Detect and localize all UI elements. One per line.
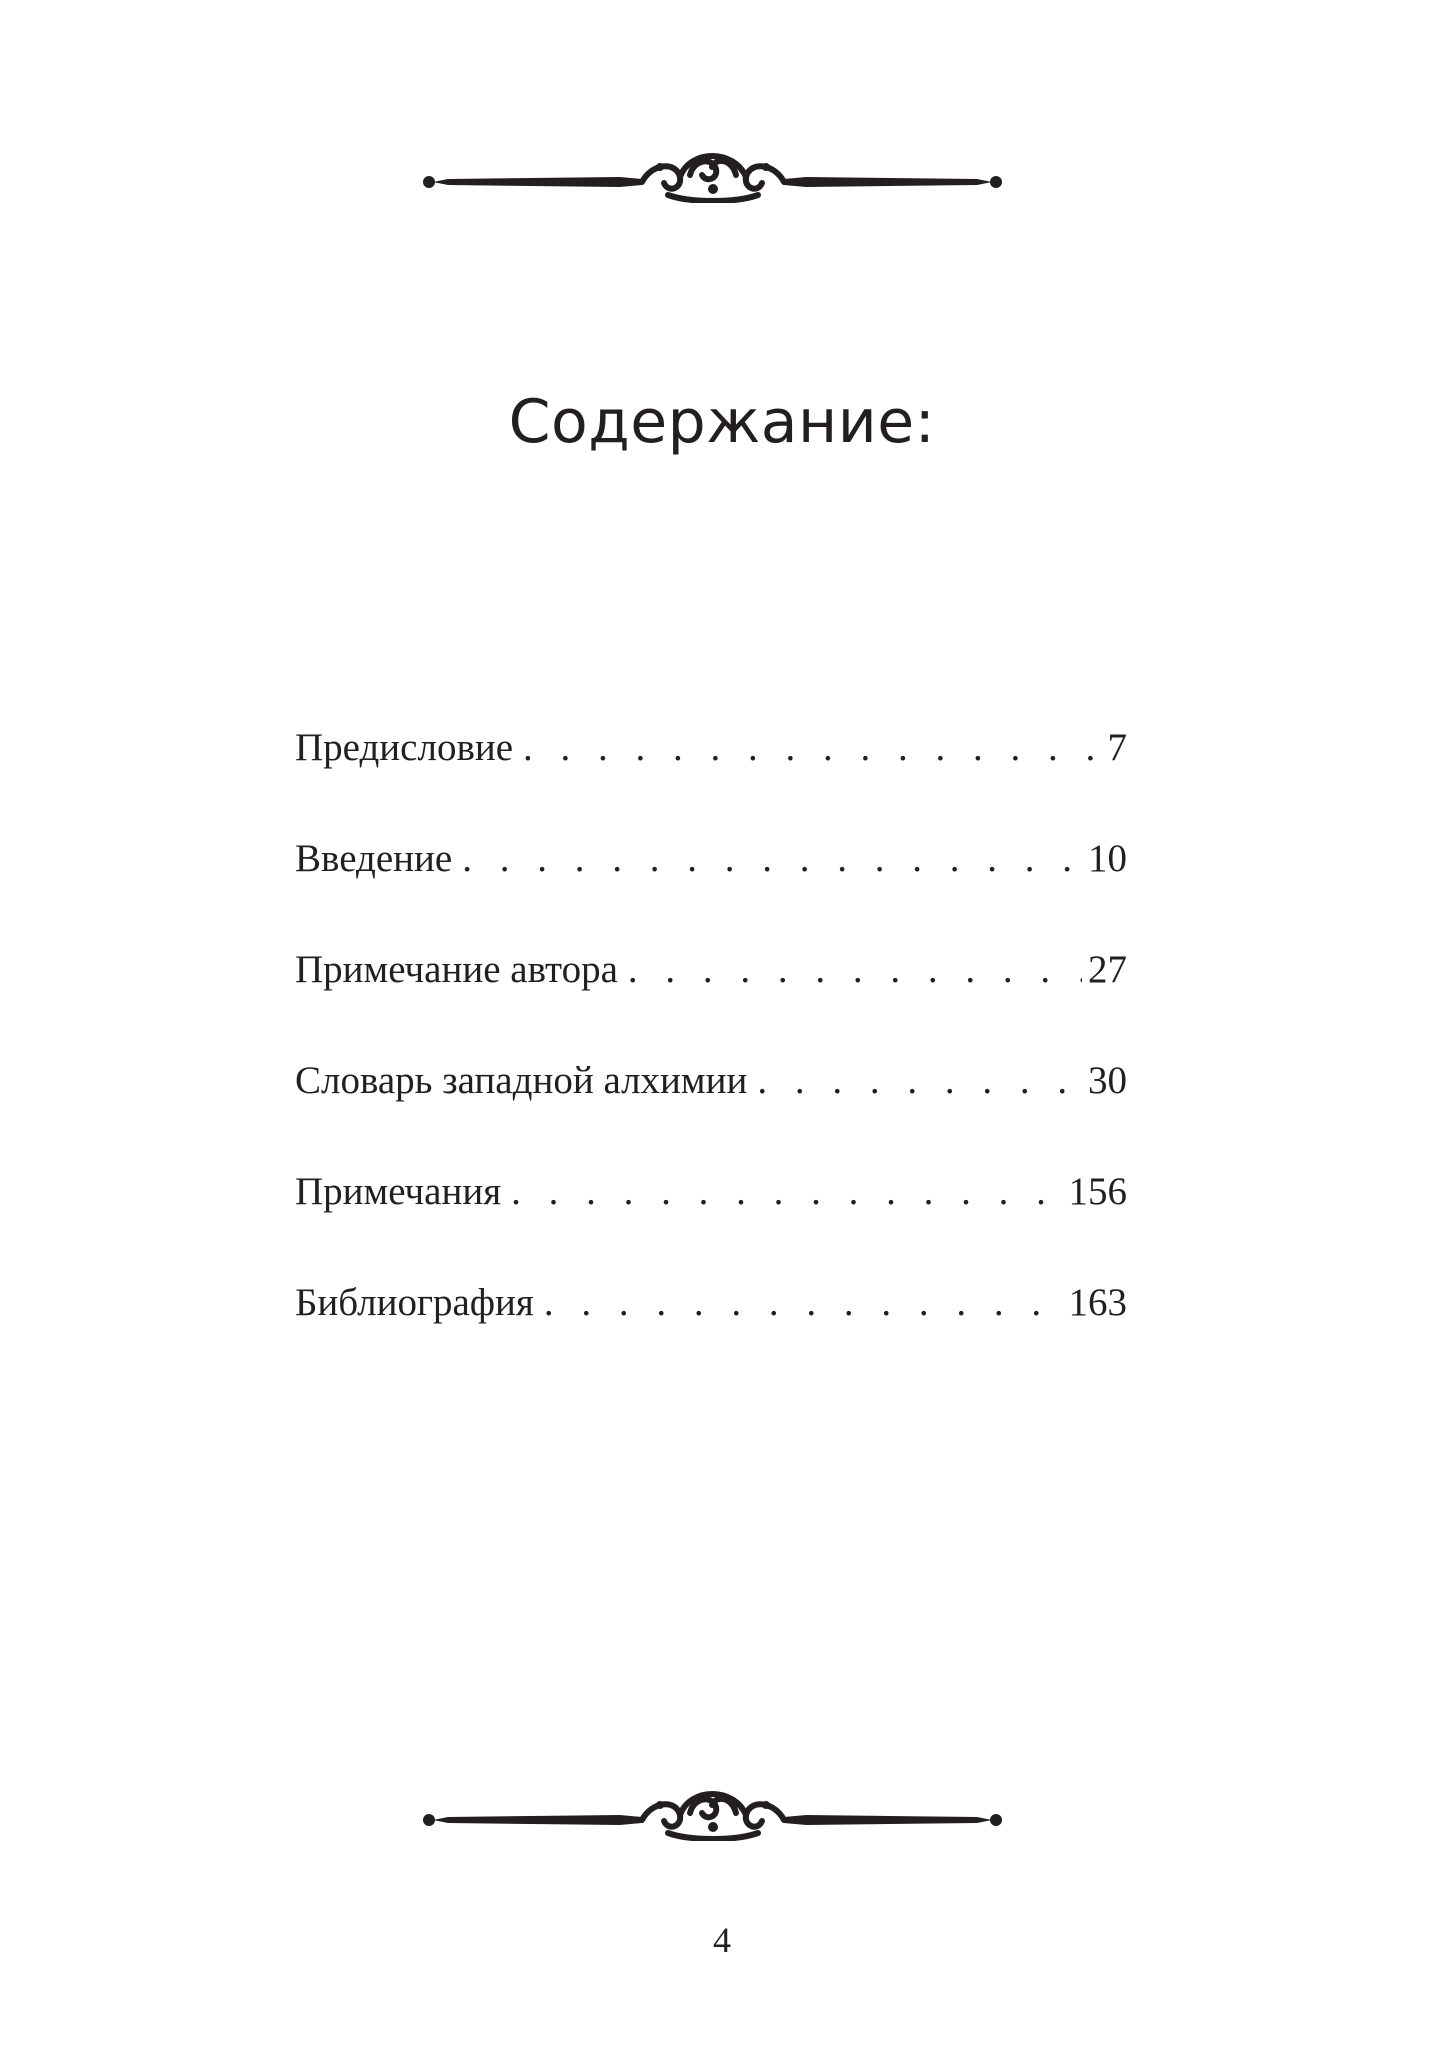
toc-entry-introduction[interactable] bbox=[295, 829, 1127, 940]
flourish-divider-icon bbox=[0, 1781, 1444, 1841]
table-of-contents bbox=[295, 718, 1127, 1384]
toc-entry-label: Примечания bbox=[295, 1170, 502, 1213]
flourish-divider-icon bbox=[0, 143, 1444, 203]
toc-entry-label: Словарь западной алхимии bbox=[295, 1059, 748, 1102]
toc-entry-page: 163 bbox=[1068, 1281, 1127, 1324]
toc-entry-dictionary[interactable] bbox=[295, 1051, 1127, 1162]
toc-entry-label: Введение bbox=[295, 837, 453, 880]
dot-leader bbox=[462, 829, 1082, 889]
dot-leader bbox=[757, 1051, 1082, 1111]
dot-leader bbox=[523, 718, 1101, 778]
toc-entry-page: 156 bbox=[1068, 1170, 1127, 1213]
toc-entry-label: Библиография bbox=[295, 1281, 534, 1324]
dot-leader bbox=[511, 1162, 1062, 1222]
page-title: Содержание: bbox=[508, 387, 936, 458]
toc-entry-bibliography[interactable] bbox=[295, 1273, 1127, 1384]
toc-entry-label: Предисловие bbox=[295, 726, 514, 769]
toc-entry-label: Примечание автора bbox=[295, 948, 618, 991]
toc-entry-page: 7 bbox=[1107, 726, 1127, 769]
page-number: 4 bbox=[713, 1920, 731, 1960]
dot-leader bbox=[544, 1273, 1063, 1333]
toc-entry-page: 27 bbox=[1088, 948, 1127, 991]
toc-entry-preface[interactable] bbox=[295, 718, 1127, 829]
toc-entry-notes[interactable] bbox=[295, 1162, 1127, 1273]
toc-entry-author-note[interactable] bbox=[295, 940, 1127, 1051]
toc-entry-page: 10 bbox=[1088, 837, 1127, 880]
toc-entry-page: 30 bbox=[1088, 1059, 1127, 1102]
dot-leader bbox=[628, 940, 1082, 1000]
